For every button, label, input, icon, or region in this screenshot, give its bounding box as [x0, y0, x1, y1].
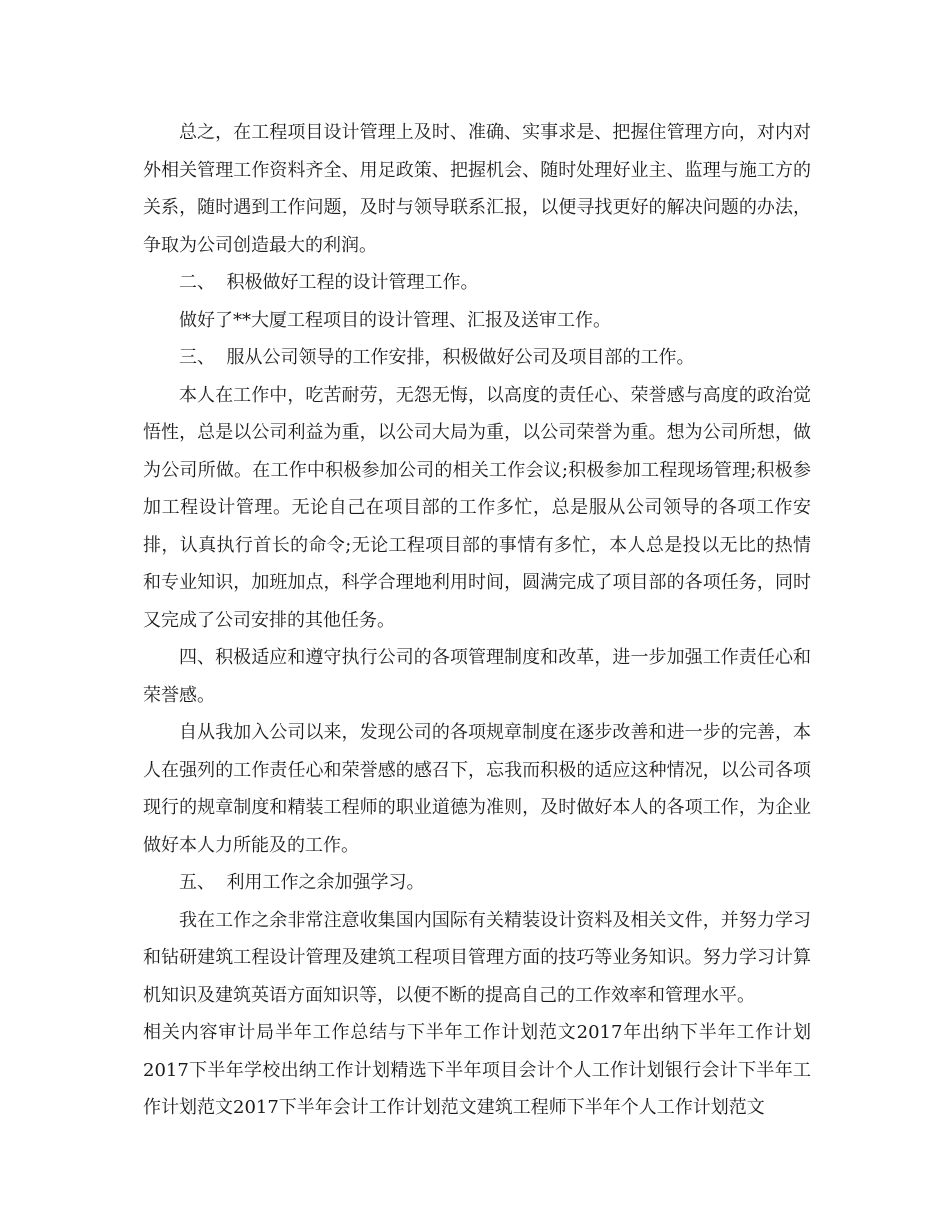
related-content: 相关内容审计局半年工作总结与下半年工作计划范文2017年出纳下半年工作计划2017下半年学校出纳工作计划精选下半年项目会计个人工作计划银行会计下半年工作计划范文2017下半年会计工作计划范文建筑工程师下半年个人工作计划范文 [143, 1022, 811, 1118]
section-heading-2: 二、 积极做好工程的设计管理工作。 [179, 272, 479, 293]
paragraph-design-work: 做好了**大厦工程项目的设计管理、汇报及送审工作。 [179, 309, 611, 331]
document-body [143, 114, 811, 1127]
paragraph-study: 我在工作之余非常注意收集国内国际有关精装设计资料及相关文件，并努力学习和钻研建筑工程设计管理及建筑工程项目管理方面的技巧等业务知识。努力学习计算机知识及建筑英语方面知识等，以便不断的提高自己的工作效率和管理水平。 [143, 909, 811, 1006]
paragraph-rules: 自从我加入公司以来，发现公司的各项规章制度在逐步改善和进一步的完善，本人在强列的工作责任心和荣誉感的感召下，忘我而积极的适应这种情况，以公司各项现行的规章制度和精装工程师的职业道德为准则，及时做好本人的各项工作，为企业做好本人力所能及的工作。 [143, 722, 811, 856]
paragraph-summary: 总之，在工程项目设计管理上及时、准确、实事求是、把握住管理方向，对内对外相关管理工作资料齐全、用足政策、把握机会、随时处理好业主、监理与施工方的关系，随时遇到工作问题，及时与领导联系汇报，以便寻找更好的解决问题的办法，争取为公司创造最大的利润。 [143, 122, 811, 256]
section-heading-4: 四、积极适应和遵守执行公司的各项管理制度和改革，进一步加强工作责任心和荣誉感。 [143, 647, 811, 706]
section-heading-3: 三、 服从公司领导的工作安排，积极做好公司及项目部的工作。 [179, 347, 695, 368]
section-heading-5: 五、 利用工作之余加强学习。 [179, 872, 425, 893]
paragraph-work-attitude: 本人在工作中，吃苦耐劳，无怨无悔，以高度的责任心、荣誉感与高度的政治觉悟性，总是以公司利益为重，以公司大局为重，以公司荣誉为重。想为公司所想，做为公司所做。在工作中积极参加公司的相关工作会议;积极参加工程现场管理;积极参加工程设计管理。无论自己在项目部的工作多忙，总是服从公司领导的各项工作安排，认真执行首长的命令;无论工程项目部的事情有多忙，本人总是投以无比的热情和专业知识，加班加点，科学合理地利用时间，圆满完成了项目部的各项任务，同时又完成了公司安排的其他任务。 [143, 384, 811, 631]
